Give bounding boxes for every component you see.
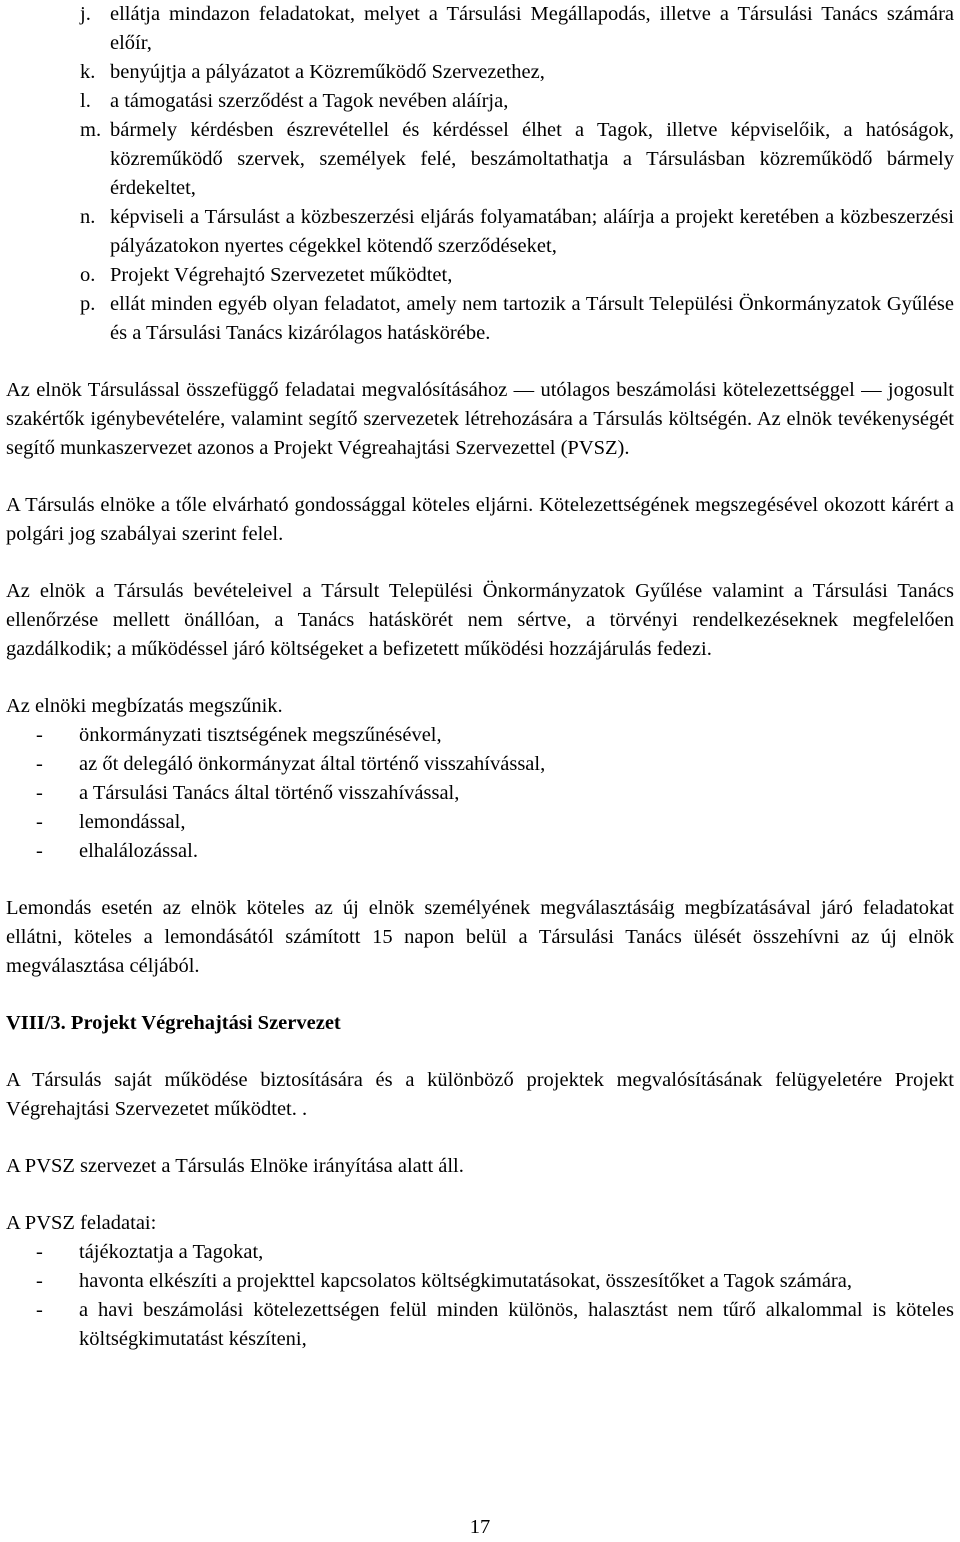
list-item (6, 203, 954, 261)
list-marker: l. (80, 90, 91, 112)
list-item (6, 1296, 954, 1354)
tasks-heading: A PVSZ feladatai: (6, 1212, 157, 1234)
page-number: 17 (469, 1516, 491, 1538)
list-marker: k. (80, 61, 96, 83)
list-item-text: benyújtja a pályázatot a Közreműködő Szervezethez, (110, 61, 545, 83)
list-item (6, 261, 954, 290)
paragraph-resignation: Lemondás esetén az elnök köteles az új elnök személyének megválasztásáig megbízatásával járó feladatokat ellátni, köteles a lemondásától számított 15 napon belül a Társulási Tanács ülését összehívni az új elnök megválasztása céljából. (6, 897, 954, 977)
list-item-text: az őt delegáló önkormányzat által történő visszahívással, (79, 753, 546, 775)
list-item-text: a támogatási szerződést a Tagok nevében aláírja, (110, 90, 509, 112)
list-item (6, 779, 954, 808)
list-item (6, 837, 954, 866)
list-item-text: bármely kérdésben észrevétellel és kérdéssel élhet a Tagok, illetve képviselőik, a hatóságok, közreműködő szervek, személyek felé, beszámoltathatja a Társulásban közreműködő bármely érdekeltet, (110, 119, 954, 199)
list-marker: p. (80, 293, 96, 315)
list-item-text: ellát minden egyéb olyan feladatot, amely nem tartozik a Társult Települési Önkormányzatok Gyűlése és a Társulási Tanács kizárólagos hatáskörébe. (110, 293, 954, 344)
dash-marker: - (36, 811, 43, 833)
list-marker: o. (80, 264, 96, 286)
list-item-text: lemondással, (79, 811, 186, 833)
paragraph-pvsz-direction: A PVSZ szervezet a Társulás Elnöke irányítása alatt áll. (6, 1155, 464, 1177)
list-item (6, 58, 954, 87)
list-item-text: képviseli a Társulást a közbeszerzési eljárás folyamatában; aláírja a projekt keretében a közbeszerzési pályázatokon nyertes cégekkel kötendő szerződéseket, (110, 206, 954, 257)
list-item-text: Projekt Végrehajtó Szervezetet működtet, (110, 264, 453, 286)
document-page (6, 0, 954, 1354)
list-item (6, 1267, 954, 1296)
president-duties-list (6, 0, 954, 348)
dash-marker: - (36, 724, 43, 746)
dash-marker: - (36, 782, 43, 804)
list-item-text: tájékoztatja a Tagokat, (79, 1241, 264, 1263)
dash-marker: - (36, 1299, 43, 1321)
dash-marker: - (36, 1270, 43, 1292)
list-item (6, 1238, 954, 1267)
paragraph-pvsz-purpose: A Társulás saját működése biztosítására és a különböző projektek megvalósításának felügyeletére Projekt Végrehajtási Szervezetet működtet. . (6, 1069, 954, 1120)
paragraph-finances: Az elnök a Társulás bevételeivel a Társult Települési Önkormányzatok Gyűlése valamint a Társulási Tanács ellenőrzése mellett önállóan, a Tanács hatáskörét nem sértve, a törvényi rendelkezéseknek megfelelően gazdálkodik; a működéssel járó költségeket a befizetett működési hozzájárulás fedezi. (6, 580, 954, 660)
list-marker: m. (80, 119, 102, 141)
dash-marker: - (36, 1241, 43, 1263)
list-item-text: önkormányzati tisztségének megszűnésével, (79, 724, 442, 746)
termination-heading: Az elnöki megbízatás megszűnik. (6, 695, 283, 717)
list-item-text: ellátja mindazon feladatokat, melyet a Társulási Megállapodás, illetve a Társulási Tanács számára előír, (110, 3, 954, 54)
list-item (6, 290, 954, 348)
list-marker: j. (80, 3, 91, 25)
paragraph-expert-support: Az elnök Társulással összefüggő feladatai megvalósításához ― utólagos beszámolási kötelezettséggel ― jogosult szakértők igénybevételére, valamint segítő szervezetek létrehozására a Társulás költségén. Az elnök tevékenységét segítő munkaszervezet azonos a Projekt Végreahajtási Szervezettel (PVSZ). (6, 379, 954, 459)
termination-list (6, 721, 954, 866)
dash-marker: - (36, 840, 43, 862)
list-item-text: elhalálozással. (79, 840, 198, 862)
list-item (6, 87, 954, 116)
list-marker: n. (80, 206, 96, 228)
list-item (6, 721, 954, 750)
list-item (6, 116, 954, 203)
dash-marker: - (36, 753, 43, 775)
section-heading: VIII/3. Projekt Végrehajtási Szervezet (6, 1012, 341, 1034)
pvsz-tasks-list (6, 1238, 954, 1354)
list-item-text: a Társulási Tanács által történő visszahívással, (79, 782, 460, 804)
paragraph-liability: A Társulás elnöke a tőle elvárható gondossággal köteles eljárni. Kötelezettségének megszegésével okozott kárért a polgári jog szabályai szerint felel. (6, 494, 954, 545)
list-item (6, 808, 954, 837)
list-item-text: a havi beszámolási kötelezettségen felül minden különös, halasztást nem tűrő alkalommal is köteles költségkimutatást készíteni, (79, 1299, 954, 1350)
list-item-text: havonta elkészíti a projekttel kapcsolatos költségkimutatásokat, összesítőket a Tagok számára, (79, 1270, 852, 1292)
list-item (6, 750, 954, 779)
list-item (6, 0, 954, 58)
